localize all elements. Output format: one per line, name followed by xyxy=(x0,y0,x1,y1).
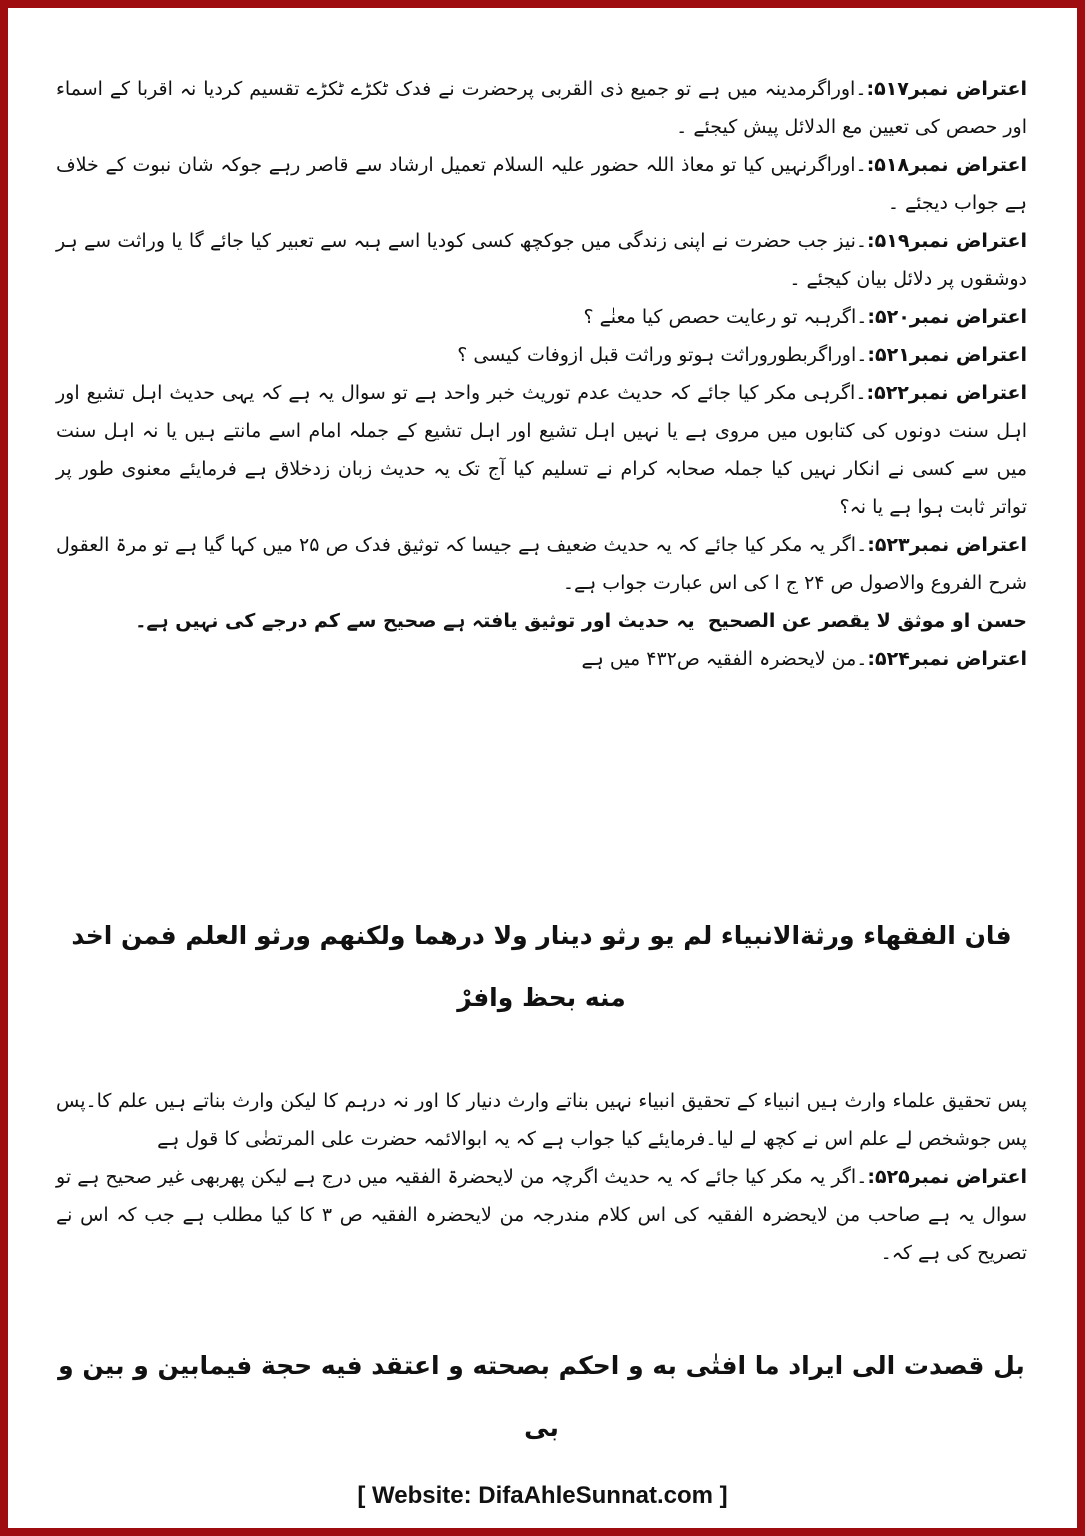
objection-text: ۔اوراگربطوروراثت ہوتو وراثت قبل ازوفات کیسی ؟ xyxy=(457,344,868,366)
objection-text: ۔اگر یہ مکر کیا جائے کہ یہ حدیث ضعیف ہے جیسا کہ توثیق فدک ص ۲۵ میں کہا گیا ہے تو مرۃ العقول شرح الفروع والاصول ص ۲۴ ج ا کی اس عبارت جواب ہے۔ xyxy=(56,534,1027,594)
objection-label: اعتراض نمبر۵۱۷: xyxy=(866,78,1027,100)
hadith-quote: فان الفقهاء ورثةالانبياء لم يو رثو دينار ولا درهما ولكنهم ورثو العلم فمن اخد منه بحظ وافرْ xyxy=(71,921,1012,1012)
closing-quote-block xyxy=(56,1335,1027,1459)
objection-525 xyxy=(56,1158,1027,1272)
objection-text: ۔اگرہبہ تو رعایت حصص کیا معنٰے ؟ xyxy=(583,306,868,328)
closing-quote: بل قصدت الى ايراد ما افتٰى به و احكم بصحته و اعتقد فيه حجة فيمابين و بين و بى xyxy=(58,1351,1025,1442)
objection-text: ۔اگر یہ مکر کیا جائے کہ یہ حدیث اگرچہ من لایحضرۃ الفقیہ میں درج ہے لیکن پھربھی غیر صحیح ہے تو سوال یہ ہے صاحب من لایحضرہ الفقیہ کی اس کلام مندرجہ من لایحضرہ الفقیہ ص ۳ کا کیا مطلب ہے جب کہ اس نے تصریح کی ہے کہ۔ xyxy=(56,1166,1027,1264)
objection-520 xyxy=(56,298,1027,336)
objection-text: ۔من لایحضرہ الفقیہ ص۴۳۲ میں ہے xyxy=(581,648,868,670)
objections-block-517-524 xyxy=(56,70,1027,678)
objection-label: اعتراض نمبر۵۲۲: xyxy=(866,382,1028,404)
objection-label: اعتراض نمبر۵۲۱: xyxy=(867,344,1027,366)
objection-518 xyxy=(56,146,1027,222)
objection-text: ۔نیز جب حضرت نے اپنی زندگی میں جوکچھ کسی کودیا اسے ہبہ سے تعبیر کیا جائے گا یا وراثت سے ہر دوشقوں پر دلائل بیان کیجئے ۔ xyxy=(56,230,1027,290)
hadith-quote-block xyxy=(56,905,1027,1029)
objection-517 xyxy=(56,70,1027,146)
objection-label: اعتراض نمبر۵۱۸: xyxy=(866,154,1028,176)
inline-quote-urdu: یہ حدیث اور توثیق یافتہ ہے صحیح سے کم درجے کی نہیں ہے۔ xyxy=(135,610,695,632)
translation-paragraph: پس تحقیق علماء وارث ہیں انبیاء کے تحقیق انبیاء نہیں بناتے وارث دنیار کا اور نہ درہم کا لیکن وارث بناتے ہیں علم کا۔پس پس جوشخص لے علم اس نے کچھ لے لیا۔فرمایئے کیا جواب ہے کہ یہ ابوالائمہ حضرت علی المرتضٰی کا قول ہے xyxy=(56,1090,1027,1150)
objection-text: ۔اوراگرمدینہ میں ہے تو جمیع ذی القربی پرحضرت نے فدک ٹکڑے ٹکڑے تقسیم کردیا نہ اقربا کے اسماء اور حصص کی تعیین مع الدلائل پیش کیجئے ۔ xyxy=(56,78,1027,138)
objection-523 xyxy=(56,526,1027,602)
objection-label: اعتراض نمبر۵۲۳: xyxy=(867,534,1027,556)
objection-519 xyxy=(56,222,1027,298)
objection-label: اعتراض نمبر۵۲۴: xyxy=(867,648,1027,670)
website-footer: [ Website: DifaAhleSunnat.com ] xyxy=(357,1482,728,1509)
objection-label: اعتراض نمبر۵۱۹: xyxy=(867,230,1027,252)
objection-label: اعتراض نمبر۵۲۰: xyxy=(867,306,1027,328)
objection-524 xyxy=(56,640,1027,678)
objection-text: ۔اگرہی مکر کیا جائے کہ حدیث عدم توریث خبر واحد ہے تو سوال یہ ہے کہ یہی حدیث اہل تشیع اور اہل سنت دونوں کی کتابوں میں مروی ہے یا نہیں اہل تشیع اور اہل تشیع کے جملہ امام اسے مانتے ہیں یا نہ اہل سنت میں سے کسی نے انکار نہیں کیا جملہ صحابہ کرام نے تسلیم کیا آج تک یہ حدیث زبان زدخلاق ہے فرمایئے معنوی طور پر تواتر ثابت ہوا ہے یا نہ؟ xyxy=(56,382,1027,518)
objection-label: اعتراض نمبر۵۲۵: xyxy=(867,1166,1027,1188)
translation-block xyxy=(56,1082,1027,1272)
inline-quote xyxy=(56,602,1027,640)
objection-text: ۔اوراگرنہیں کیا تو معاذ اللہ حضور علیہ السلام تعمیل ارشاد سے قاصر رہے جوکہ شان نبوت کے خلاف ہے جواب دیجئے ۔ xyxy=(56,154,1027,214)
objection-522 xyxy=(56,374,1027,526)
objection-521 xyxy=(56,336,1027,374)
inline-quote-arabic: حسن او موثق لا يقصر عن الصحيح xyxy=(707,610,1027,632)
